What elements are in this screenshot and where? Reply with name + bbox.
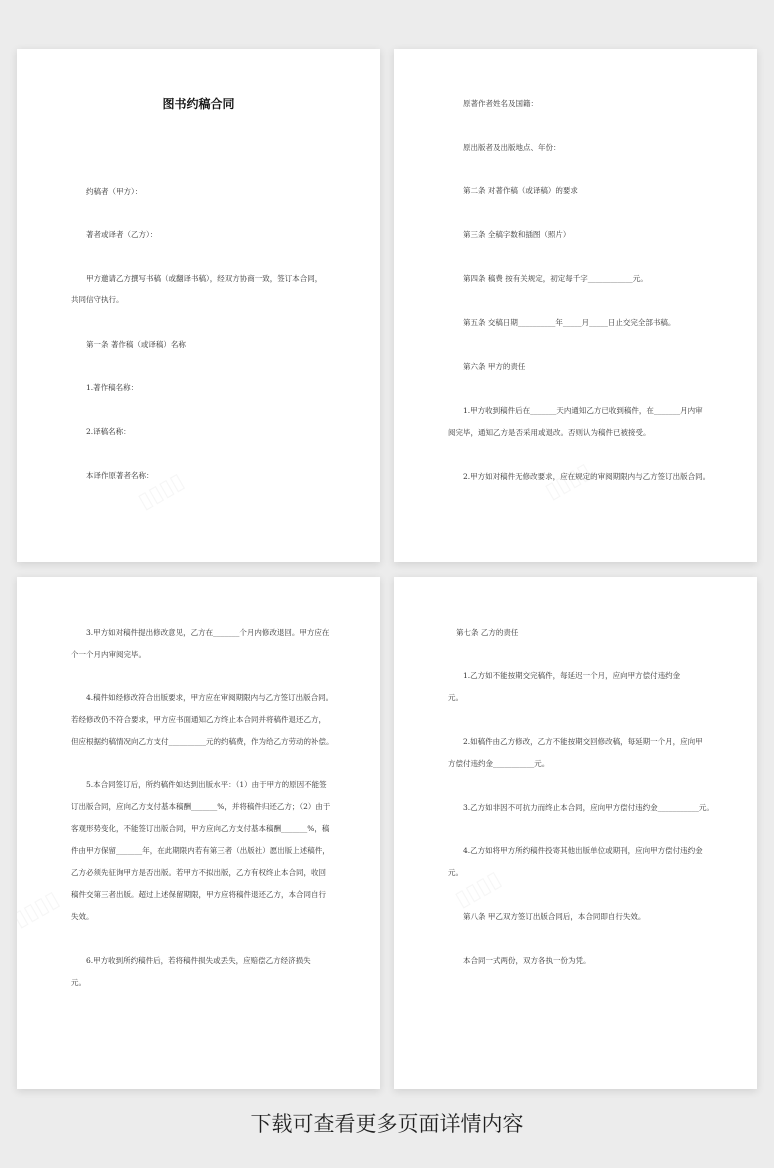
watermark bbox=[541, 459, 595, 505]
section-heading: 第二条 对著作稿（或译稿）的要求 bbox=[463, 186, 578, 195]
text-line: 本译作原著者名称： bbox=[86, 471, 154, 480]
text-line: 6.甲方收到所约稿件后，若将稿件损失或丢失，应赔偿乙方经济损失 bbox=[86, 956, 311, 965]
text-line: 件由甲方保留_______年，在此期限内若有第三者（出版社）愿出版上述稿件， bbox=[71, 846, 330, 855]
text-line: 著者或译者（乙方）： bbox=[86, 230, 158, 239]
text-line: 3.乙方如非因不可抗力而终止本合同，应向甲方偿付违约金___________元。 bbox=[463, 803, 714, 812]
text-line: 2.译稿名称： bbox=[86, 427, 131, 436]
text-line: 甲方邀请乙方撰写书稿（或翻译书稿），经双方协商一致，签订本合同， bbox=[86, 274, 323, 283]
text-line: 4.稿件如经修改符合出版要求，甲方应在审阅期限内与乙方签订出版合同。 bbox=[86, 693, 334, 702]
text-line: 4.乙方如将甲方所约稿件投寄其他出版单位或期刊，应向甲方偿付违约金 bbox=[463, 846, 703, 855]
text-line: 原出版者及出版地点、年份： bbox=[463, 143, 561, 152]
text-line: 客观形势变化，不能签订出版合同，甲方应向乙方支付基本稿酬_______%，稿 bbox=[71, 824, 330, 833]
text-line: 若经修改仍不符合要求，甲方应书面通知乙方终止本合同并将稿件退还乙方， bbox=[71, 715, 326, 724]
text-line: 5.本合同签订后，所约稿件如达到出版水平：（1）由于甲方的原因不能签 bbox=[86, 780, 327, 789]
text-line: 元。 bbox=[448, 693, 463, 702]
document-page-1 bbox=[17, 49, 380, 562]
watermark bbox=[17, 887, 63, 933]
section-heading: 第四条 稿费 按有关规定，初定每千字____________元。 bbox=[463, 274, 648, 283]
text-line: 1.著作稿名称： bbox=[86, 383, 139, 392]
text-line: 元。 bbox=[448, 868, 463, 877]
section-heading: 第三条 全稿字数和插图（照片） bbox=[463, 230, 571, 239]
section-heading: 第八条 甲乙双方签订出版合同后，本合同即自行失效。 bbox=[463, 912, 646, 921]
text-line: 但应根据约稿情况向乙方支付__________元的约稿费，作为给乙方劳动的补偿。 bbox=[71, 737, 334, 746]
text-line: 方偿付违约金___________元。 bbox=[448, 759, 550, 768]
text-line: 订出版合同，应向乙方支付基本稿酬_______%，并将稿件归还乙方；（2）由于 bbox=[71, 802, 331, 811]
text-line: 1.甲方收到稿件后在_______天内通知乙方已收到稿件，在_______月内审 bbox=[463, 406, 703, 415]
document-page-4 bbox=[394, 577, 757, 1089]
text-line: 3.甲方如对稿件提出修改意见，乙方在_______个月内修改退回。甲方应在 bbox=[86, 628, 330, 637]
text-line: 乙方必须先征询甲方是否出版。若甲方不拟出版，乙方有权终止本合同，收回 bbox=[71, 868, 326, 877]
text-line: 2.如稿件由乙方修改，乙方不能按期交回修改稿，每延期一个月，应向甲 bbox=[463, 737, 703, 746]
text-line: 原著作者姓名及国籍： bbox=[463, 99, 538, 108]
section-heading: 第六条 甲方的责任 bbox=[463, 362, 526, 371]
text-line: 2.甲方如对稿件无修改要求，应在规定的审阅期限内与乙方签订出版合同。 bbox=[463, 472, 711, 481]
text-line: 1.乙方如不能按期交完稿件，每延迟一个月，应向甲方偿付违约金 bbox=[463, 671, 681, 680]
text-line: 约稿者（甲方）： bbox=[86, 187, 143, 196]
contract-title: 图书约稿合同 bbox=[162, 97, 235, 111]
text-line: 阅完毕，通知乙方是否采用或退改。否则认为稿件已被接受。 bbox=[448, 428, 651, 437]
text-line: 失效。 bbox=[71, 912, 94, 921]
text-line: 稿件交第三者出版。超过上述保留期限，甲方应将稿件退还乙方，本合同自行 bbox=[71, 890, 326, 899]
text-line: 本合同一式两份，双方各执一份为凭。 bbox=[463, 956, 591, 965]
document-page-3 bbox=[17, 577, 380, 1089]
text-line: 元。 bbox=[71, 978, 86, 987]
text-line: 共同信守执行。 bbox=[71, 295, 124, 304]
text-line: 个一个月内审阅完毕。 bbox=[71, 650, 146, 659]
section-heading: 第七条 乙方的责任 bbox=[456, 628, 519, 637]
document-page-2 bbox=[394, 49, 757, 562]
section-heading: 第五条 交稿日期__________年_____月_____日止交完全部书稿。 bbox=[463, 318, 676, 327]
section-heading: 第一条 著作稿（或译稿）名称 bbox=[86, 340, 186, 349]
footer-download-hint[interactable]: 下载可查看更多页面详情内容 bbox=[250, 1112, 524, 1136]
